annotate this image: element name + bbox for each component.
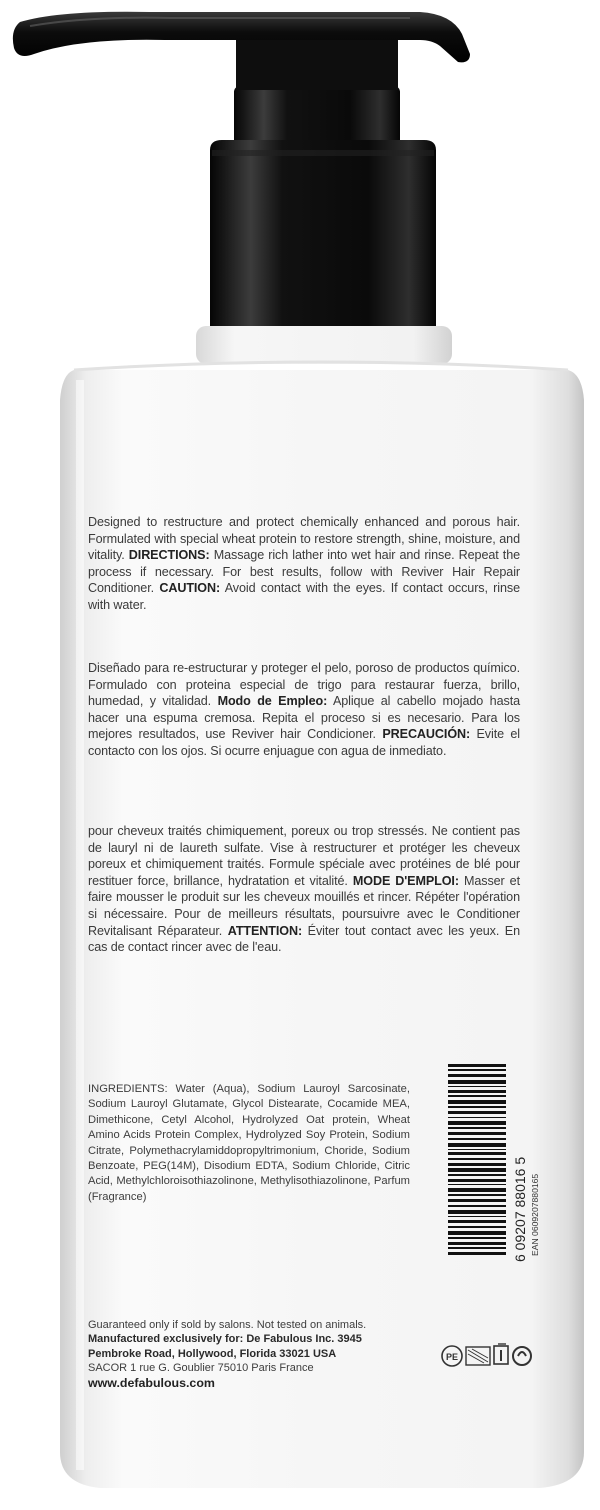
english-caution-heading: CAUTION: (159, 581, 221, 596)
english-caution-text: Avoid contact with the eyes. If contact occurs, rinse with water. (88, 581, 520, 612)
english-description (88, 514, 520, 614)
bottle-collar (196, 326, 452, 364)
pe-label: PE (446, 1352, 459, 1362)
french-intro: pour cheveux traités chimiquement, poreux ou trop stressés. Ne contient pas de lauryl ni de laureth sulfate. Vise à restructurer et protéger les cheveux poreux et chimiquement traités. Formule spéciale avec protéines de blé pour restituer force, brillance, hydratation et vitalité. (88, 824, 520, 888)
manufacturer-line: Manufactured exclusively for: De Fabulous Inc. 3945 (88, 1333, 362, 1346)
guarantee-line: Guaranteed only if sold by salons. Not tested on animals. (88, 1319, 367, 1331)
spanish-caution-heading: PRECAUCIÓN: (382, 727, 471, 742)
ingredients-list: INGREDIENTS: Water (Aqua), Sodium Lauroyl Sarcosinate, Sodium Lauroyl Glutamate, Glycol Distearate, Cocamide MEA, Dimethicone, Cetyl Alcohol, Hydrolyzed Oat protein, Wheat Amino Acids Protein Complex, Hydrolyzed Soy Protein, Sodium Citrate, Polymethacrylamiddopropyltrimonium, Choride, Sodium Benzoate, PEG(14M), Disodium EDTA, Sodium Chloride, Citric Acid, Methylchloroisothiazolinone, Methylisothiazolinone, Parfum (Fragrance) (88, 1083, 410, 1203)
spanish-caution-text: Evite el contacto con los ojos. Si ocurre enjuague con agua de inmediato. (88, 727, 520, 758)
spanish-intro: Diseñado para re-estructurar y proteger el pelo, poroso de productos químico. Formulado con proteina especial de trigo para restaurar fuerza, brillo, humedad, y vitalidad. (88, 661, 520, 709)
ean-number: EAN 0609207880165 (530, 1173, 540, 1256)
french-directions-text: Masser et faire mousser le produit sur les cheveux mouillés et rincer. Répéter l'opération si nécessaire. Pour de meilleurs résultats, poursuivre avec le Conditioner Revitalisant Réparateur. (88, 873, 520, 938)
screw-cap (210, 140, 436, 328)
french-description (88, 823, 520, 956)
french-caution-text: Éviter tout contact avec les yeux. En cas de contact rincer avec de l'eau. (88, 923, 520, 955)
french-directions-heading: MODE D'EMPLOI: (352, 873, 459, 888)
english-directions-heading: DIRECTIONS: (128, 548, 210, 563)
english-intro: Designed to restructure and protect chemically enhanced and porous hair. Formulated with special wheat protein to restore strength, shine, moisture, and vitality. (88, 515, 520, 563)
address-line: Pembroke Road, Hollywood, Florida 33021 USA (88, 1347, 337, 1360)
manufacturer-info (88, 1318, 448, 1390)
spanish-directions-heading: Modo de Empleo: (217, 694, 328, 709)
barcode-number: 6 09207 88016 5 (512, 1156, 528, 1262)
spanish-directions-text: Aplique al cabello mojado hasta hacer una espuma cremosa. Repita el proceso si es necesario. Para los mejores resultados, use Reviver hair Condicioner. (88, 694, 520, 742)
spanish-description (88, 660, 520, 760)
sacor-address-line: SACOR 1 rue G. Goublier 75010 Paris France (88, 1362, 314, 1375)
website-link[interactable]: www.defabulous.com (88, 1375, 215, 1390)
french-caution-heading: ATTENTION: (227, 923, 303, 938)
english-directions-text: Massage rich lather into wet hair and rinse. Repeat the process if necessary. For best results, follow with Reviver Hair Repair Conditioner. (88, 548, 521, 596)
barcode (448, 1064, 506, 1255)
